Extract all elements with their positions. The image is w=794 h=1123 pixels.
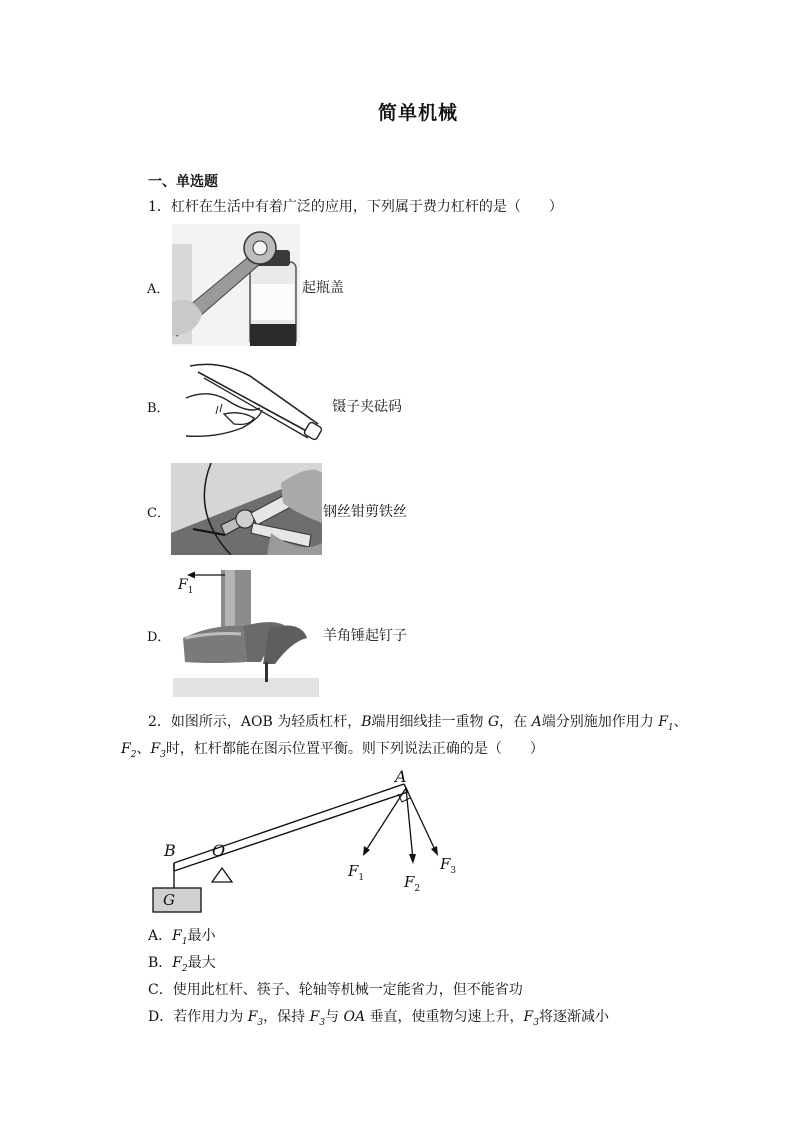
question-1-stem: 1．杠杆在生活中有着广泛的应用，下列属于费力杠杆的是（ ） bbox=[148, 199, 563, 215]
q1-option-b-letter: B． bbox=[147, 401, 170, 416]
q1-option-d-caption: 羊角锤起钉子 bbox=[323, 628, 407, 644]
label-f2: $F_2$ bbox=[404, 873, 421, 894]
label-b: B bbox=[164, 841, 176, 860]
q2-option-a: A．$F_1$最小 bbox=[148, 928, 216, 947]
question-2-stem-line-1: 2．如图所示，AOB 为轻质杠杆，B端用细线挂一重物 G，在 A端分别施加作用力 $F_1$、 bbox=[148, 714, 688, 733]
q1-option-c-caption: 钢丝钳剪铁丝 bbox=[323, 504, 407, 520]
q1-option-a-caption: 起瓶盖 bbox=[302, 280, 344, 296]
q1-option-d-force-label: $F_1$ bbox=[178, 577, 194, 596]
q2-option-c: C．使用此杠杆、筷子、轮轴等机械一定能省力，但不能省功 bbox=[148, 982, 523, 998]
question-2-stem-line-2: $F_2$、$F_3$时，杠杆都能在图示位置平衡。则下列说法正确的是（ ） bbox=[121, 741, 544, 760]
label-f3: $F_3$ bbox=[440, 855, 457, 876]
q2-option-b: B．$F_2$最大 bbox=[148, 955, 216, 974]
lever-diagram bbox=[140, 760, 480, 920]
pliers-photo bbox=[171, 463, 322, 555]
label-a: A bbox=[395, 767, 407, 786]
tweezers-drawing bbox=[180, 358, 325, 442]
label-o: O bbox=[212, 841, 226, 860]
q1-option-b-caption: 镊子夹砝码 bbox=[332, 399, 402, 415]
q1-option-c-letter: C． bbox=[147, 506, 170, 521]
q2-option-d: D．若作用力为 $F_3$，保持 $F_3$与 OA 垂直，使重物匀速上升，$F_3$将逐渐减小 bbox=[148, 1009, 609, 1028]
section-heading: 一、单选题 bbox=[148, 174, 218, 190]
q1-option-d-letter: D． bbox=[147, 630, 171, 645]
q1-option-a-letter: A． bbox=[147, 282, 170, 297]
page-title: 简单机械 bbox=[377, 102, 458, 124]
label-g: G bbox=[163, 891, 175, 909]
bottle-opener-photo bbox=[172, 224, 300, 346]
claw-hammer-photo bbox=[173, 566, 319, 697]
label-f1: $F_1$ bbox=[348, 862, 365, 883]
